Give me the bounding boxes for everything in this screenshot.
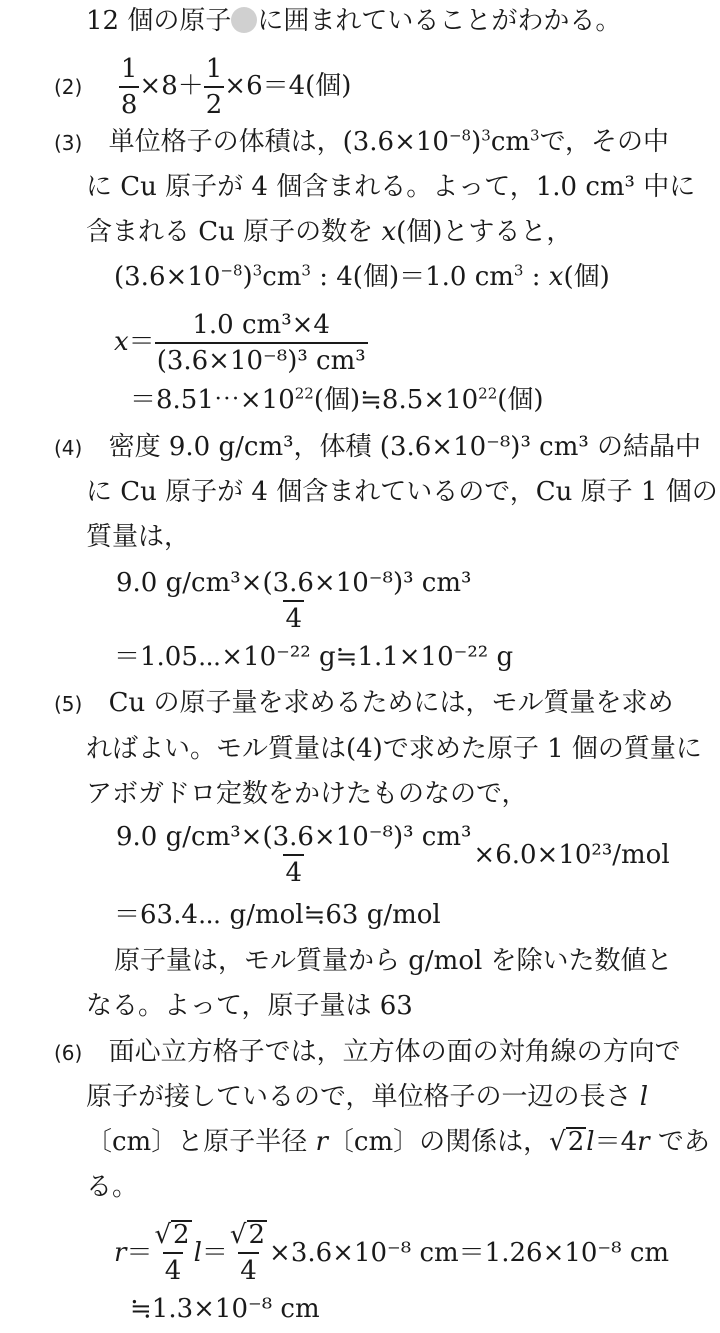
- q6-line-3: 〔cm〕と原子半径 r〔cm〕の関係は，√2l＝4r であ: [86, 1127, 710, 1157]
- q4-fraction: $\frac{\text{9.0 g/cm³×(3.6×10⁻⁸)³ cm³}}{4}$: [116, 568, 472, 634]
- q4-line-3: 質量は，: [86, 522, 191, 552]
- intro-line: [86, 4, 621, 38]
- q5-line-3: アボガドロ定数をかけたものなので，: [86, 779, 528, 809]
- q2-mid: ×8＋: [139, 71, 204, 101]
- q5-line-2: ればよい。モル質量は(4)で求めた原子 1 個の質量に: [86, 734, 702, 764]
- q3-line-1: (3) 単位格子の体積は，$(3.6\times 10^{-8})^3cm^3$で，その中: [54, 126, 670, 157]
- q6-line-4: る。: [86, 1172, 139, 1202]
- q5-line-1: (5) Cu の原子量を求めるためには，モル質量を求め: [54, 688, 674, 718]
- q6-fraction-1: $\frac{√2}{4}$: [154, 1220, 190, 1286]
- q6-line-2: 原子が接しているので，単位格子の一辺の長さ l: [86, 1082, 649, 1112]
- q5-paragraph-2: なる。よって，原子量は 63: [86, 991, 413, 1021]
- sqrt-symbol: √2: [549, 1127, 585, 1157]
- q6-line-1: (6) 面心立方格子では，立方体の面の対角線の方向で: [54, 1037, 681, 1067]
- atom-circle-icon: [231, 7, 257, 33]
- q3-label: (3): [54, 131, 83, 155]
- q2-line: [54, 52, 351, 122]
- q4-line-1: (4) 密度 9.0 g/cm³，体積 (3.6×10⁻⁸)³ cm³ の結晶中: [54, 432, 702, 462]
- intro-text: 12 個の原子: [86, 6, 232, 36]
- q4-line-2: に Cu 原子が 4 個含まれているので，Cu 原子 1 個の: [86, 477, 718, 507]
- q6-final: ≒1.3×10⁻⁸ cm: [130, 1294, 320, 1324]
- q2-label: (2): [54, 75, 83, 99]
- q6-equation: r＝ $\frac{√2}{4}$ l＝ $\frac{√2}{4}$ ×3.6×10⁻⁸ cm＝1.26×10⁻⁸ cm: [114, 1220, 670, 1286]
- q6-fraction-2: $\frac{√2}{4}$: [229, 1220, 266, 1286]
- q5-label: (5): [54, 692, 83, 716]
- q2-fraction-1: $\frac{1}{8}$: [120, 54, 138, 120]
- q5-equation: $\frac{\text{9.0 g/cm³×(3.6×10⁻⁸)³ cm³}}{4}$ ×6.0×10²³/mol: [116, 822, 670, 888]
- q3-fraction: $\frac{\text{1.0 cm³×4}}{\text{(3.6×10⁻⁸)³ cm³}}$: [156, 310, 366, 376]
- q6-label: (6): [54, 1041, 83, 1065]
- q5-result: ＝63.4⋯ g/mol≒63 g/mol: [114, 900, 441, 930]
- q3-line-3: 含まれる Cu 原子の数を x(個)とすると，: [86, 217, 573, 247]
- q4-result: ＝1.05⋯×10⁻²² g≒1.1×10⁻²² g: [114, 642, 514, 672]
- q3-equation-1: $(3.6\times 10^{-8})^3cm^3$ : 4(個)＝1.0 $cm^3$ : x(個): [114, 261, 610, 292]
- q2-result: ×6＝4(個): [224, 71, 352, 101]
- q4-label: (4): [54, 436, 83, 460]
- q3-equation-3: $=8.51\cdots\times 10^{22}$(個)$≒8.5\times 10^{22}$(個): [130, 384, 544, 415]
- q3-equation-2: x＝ $\frac{\text{1.0 cm³×4}}{\text{(3.6×10⁻⁸)³ cm³}}$: [114, 310, 366, 376]
- q5-fraction: $\frac{\text{9.0 g/cm³×(3.6×10⁻⁸)³ cm³}}{4}$: [116, 822, 472, 888]
- q3-line-2: に Cu 原子が 4 個含まれる。よって，1.0 cm³ 中に: [86, 172, 696, 202]
- q5-paragraph-1: 原子量は，モル質量から g/mol を除いた数値と: [114, 946, 673, 976]
- intro-text-2: に囲まれていることがわかる。: [257, 6, 622, 36]
- q2-fraction-2: $\frac{1}{2}$: [205, 54, 223, 120]
- q4-fraction-line: [114, 566, 473, 636]
